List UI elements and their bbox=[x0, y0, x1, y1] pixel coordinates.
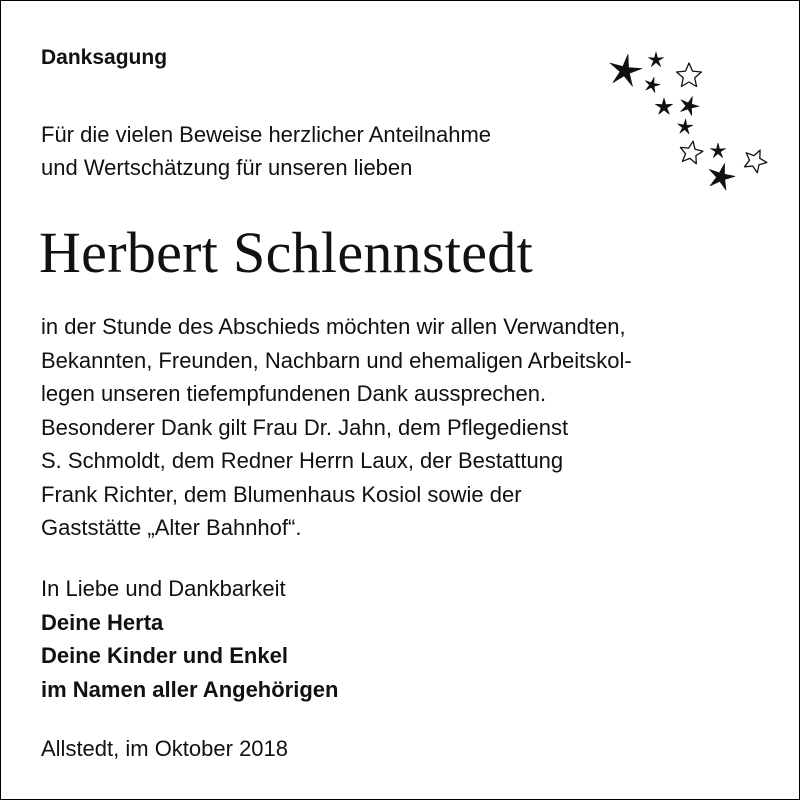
deceased-name: Herbert Schlennstedt bbox=[39, 220, 534, 285]
filled-star-icon bbox=[648, 52, 663, 67]
stars-cluster-icon bbox=[601, 45, 781, 205]
filled-star-icon bbox=[610, 54, 642, 86]
filled-star-icon bbox=[710, 143, 725, 158]
filled-star-icon bbox=[709, 164, 735, 191]
place-date: Allstedt, im Oktober 2018 bbox=[41, 736, 289, 761]
signatory: Deine Herta bbox=[41, 609, 164, 635]
body-line: Besonderer Dank gilt Frau Dr. Jahn, dem Pflegedienst bbox=[41, 414, 569, 440]
thanks-body bbox=[41, 310, 632, 545]
body-line: Gaststätte „Alter Bahnhof“. bbox=[41, 515, 302, 540]
signatory: Deine Kinder und Enkel bbox=[41, 643, 288, 668]
signatory: im Namen aller Angehörigen bbox=[41, 676, 339, 702]
intro-line: und Wertschätzung für unseren lieben bbox=[41, 155, 413, 180]
star-group bbox=[610, 52, 767, 190]
filled-star-icon bbox=[655, 98, 672, 114]
body-line: in der Stunde des Abschieds möchten wir allen Verwandten, bbox=[41, 314, 626, 339]
filled-star-icon bbox=[681, 97, 699, 116]
notice-heading: Danksagung bbox=[41, 46, 168, 69]
closing-phrase: In Liebe und Dankbarkeit bbox=[41, 576, 286, 601]
body-line: Frank Richter, dem Blumenhaus Kosiol sowie der bbox=[41, 481, 522, 507]
body-line: legen unseren tiefempfundenen Dank aussprechen. bbox=[41, 381, 547, 406]
outline-star-icon bbox=[677, 63, 702, 87]
intro-text bbox=[41, 118, 491, 184]
filled-star-icon bbox=[678, 119, 693, 134]
signoff-block bbox=[41, 572, 338, 706]
body-line: S. Schmoldt, dem Redner Herrn Laux, der Bestattung bbox=[41, 448, 564, 473]
outline-star-icon bbox=[745, 150, 767, 173]
intro-line: Für die vielen Beweise herzlicher Anteilnahme bbox=[41, 122, 492, 147]
outline-star-icon bbox=[680, 141, 703, 164]
body-line: Bekannten, Freunden, Nachbarn und ehemaligen Arbeitskol- bbox=[41, 347, 632, 373]
filled-star-icon bbox=[645, 77, 660, 92]
